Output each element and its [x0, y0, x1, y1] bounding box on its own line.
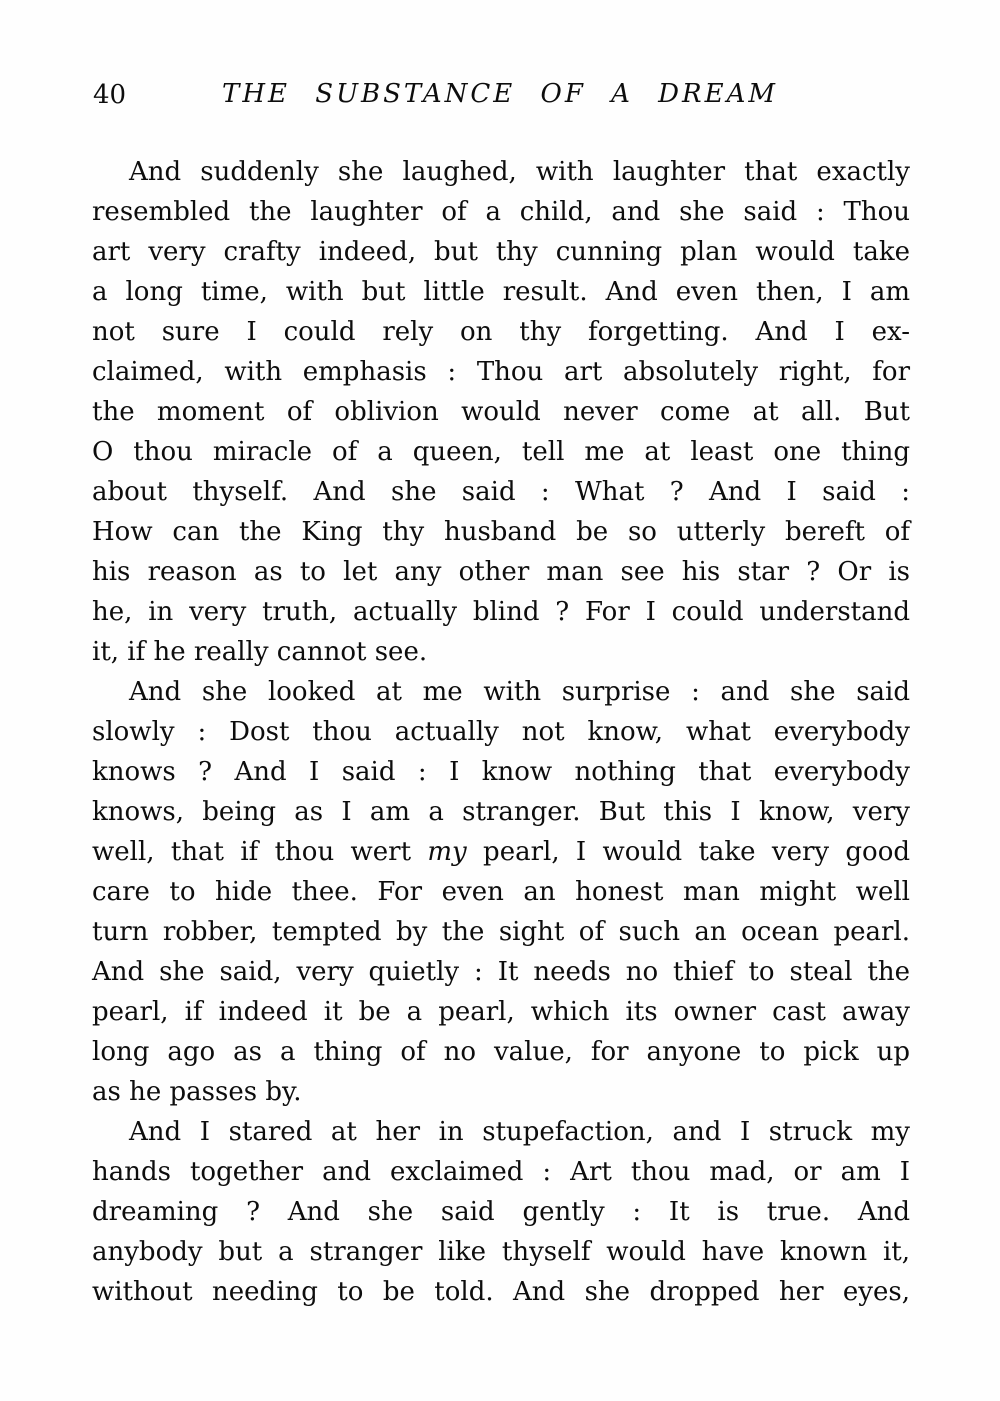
text-line: not sure I could rely on thy forgetting. And I ex- [92, 317, 910, 347]
text-line: turn robber, tempted by the sight of such an ocean pearl. [92, 917, 910, 947]
page-number: 40 [93, 80, 127, 110]
text-line: claimed, with emphasis : Thou art absolutely right, for [92, 357, 910, 387]
text-line: well, that if thou wert my pearl, I would take very good [92, 837, 910, 867]
text-line: How can the King thy husband be so utterly bereft of [92, 517, 910, 547]
body-text [92, 152, 910, 1312]
text-line: anybody but a stranger like thyself would have known it, [92, 1237, 910, 1267]
text-line: the moment of oblivion would never come at all. But [92, 397, 910, 427]
text-line: care to hide thee. For even an honest man might well [92, 877, 910, 907]
text-line: O thou miracle of a queen, tell me at least one thing [92, 437, 910, 467]
text-line: slowly : Dost thou actually not know, what everybody [92, 717, 910, 747]
text-line: pearl, if indeed it be a pearl, which its owner cast away [92, 997, 910, 1027]
text-line: hands together and exclaimed : Art thou mad, or am I [92, 1157, 910, 1187]
text-line: And she looked at me with surprise : and she said [129, 677, 910, 707]
text-line: a long time, with but little result. And even then, I am [92, 277, 910, 307]
text-line: And I stared at her in stupefaction, and I struck my [129, 1117, 910, 1147]
text-line: his reason as to let any other man see his star ? Or is [92, 557, 910, 587]
text-line: knows, being as I am a stranger. But this I know, very [92, 797, 910, 827]
text-line: without needing to be told. And she dropped her eyes, [92, 1277, 910, 1307]
text-line: art very crafty indeed, but thy cunning plan would take [92, 237, 910, 267]
text-line: he, in very truth, actually blind ? For I could understand [92, 597, 910, 627]
text-line: it, if he really cannot see. [92, 637, 428, 667]
text-line: And she said, very quietly : It needs no thief to steal the [92, 957, 910, 987]
text-line: long ago as a thing of no value, for anyone to pick up [92, 1037, 910, 1067]
text-line: dreaming ? And she said gently : It is true. And [92, 1197, 910, 1227]
text-line: knows ? And I said : I know nothing that everybody [92, 757, 910, 787]
text-line: as he passes by. [92, 1077, 302, 1107]
text-line: about thyself. And she said : What ? And I said : [92, 477, 910, 507]
text-line: And suddenly she laughed, with laughter that exactly [129, 157, 910, 187]
text-line: resembled the laughter of a child, and she said : Thou [92, 197, 910, 227]
running-title: THE SUBSTANCE OF A DREAM [222, 79, 778, 109]
